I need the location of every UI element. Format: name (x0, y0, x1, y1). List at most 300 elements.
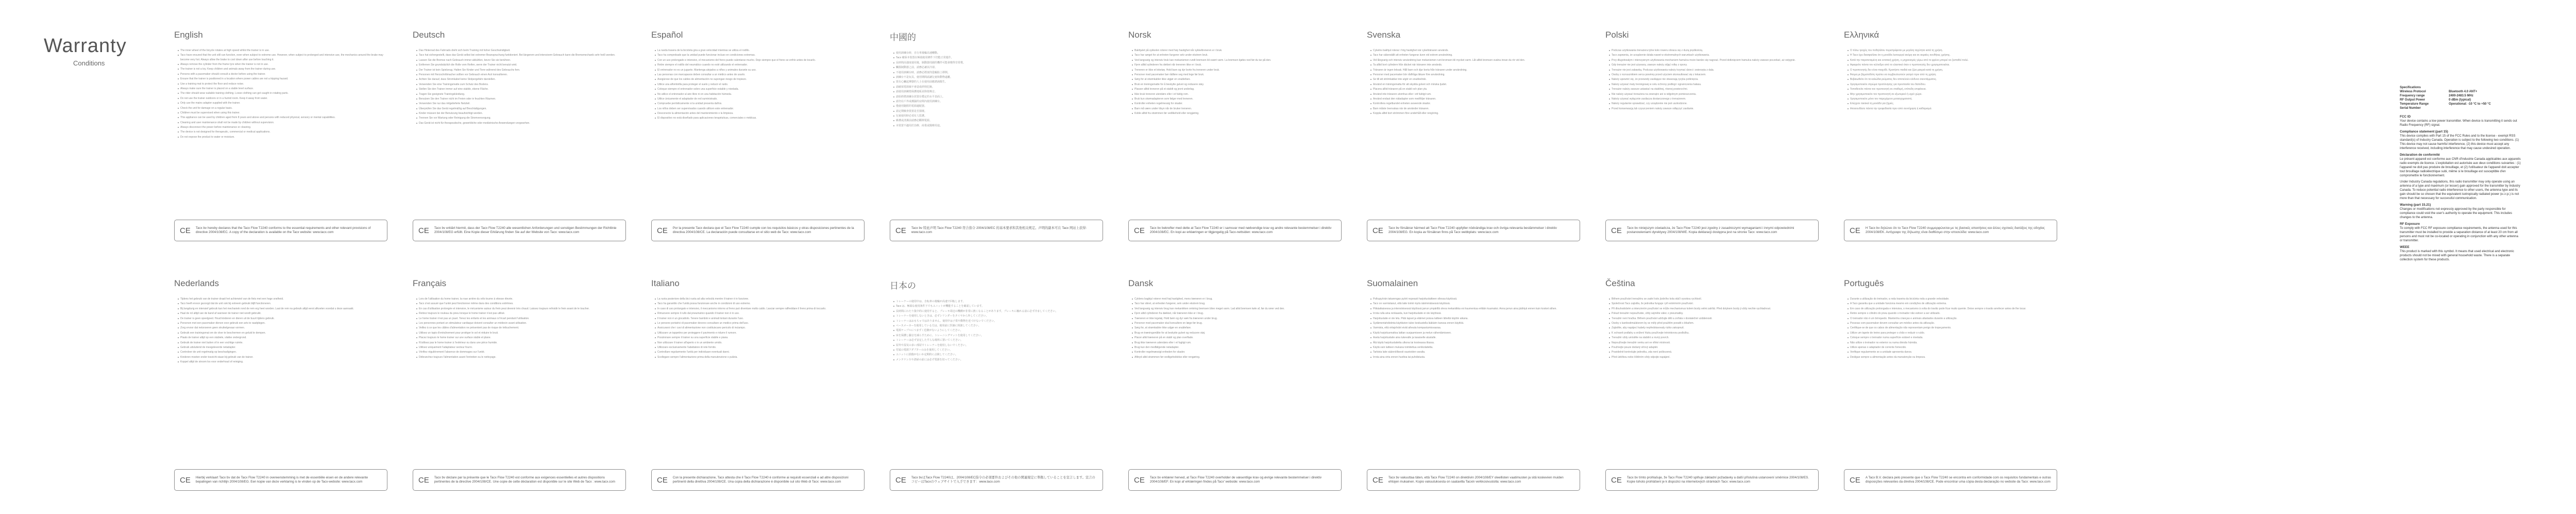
note-text: This product is marked with this symbol. It means that used electrical and electronic products should not be mixed with general household waste. There is a separate collection system for these products. (2400, 250, 2514, 261)
list-item: Der Trainer ist kein Spielzeug. Halten Sie Kinder und Tiere während des Gebrauchs fern. (416, 68, 627, 72)
language-section (890, 30, 1104, 215)
list-item: Treneren er ikke et leketøy. Hold barn og dyr borte fra treneren under bruk. (1132, 68, 1343, 72)
list-item: Χρησιμοποιείτε στρώμα προπόνησης για προστασία του δαπέδου. (1848, 82, 2058, 87)
list-item: Les personnes portant un stimulateur cardiaque doivent consulter un médecin avant utilisation. (416, 321, 627, 325)
list-item: Do not use the trainer outdoors or in a humid room. Keep it away from water. (178, 96, 388, 101)
list-item: Il trainer non è un giocattolo. Tenere bambini e animali lontani durante l'uso. (655, 317, 866, 321)
list-item: Gebruik uitsluitend de meegeleverde netadapter. (178, 345, 388, 350)
language-section (1367, 278, 1581, 465)
spec-row (2400, 106, 2534, 110)
list-item: Kontroller regelmæssigt enheden for skader. (1132, 350, 1343, 354)
list-item: Do not expose the product to water or moisture. (178, 135, 388, 139)
list-item: Tragen Sie geeignete Trainingskleidung. (416, 92, 627, 96)
list-item: Ensure that the trainer is positioned in a location where power cables are not a tripping hazard. (178, 77, 388, 81)
list-item: Trenažér není hračka. Během používání udržujte děti a zvířata v dostatečné vzdálenosti. (1609, 317, 1820, 321)
safety-list (1128, 48, 1343, 115)
note-text: Under Industry Canada regulations, this radio transmitter may only operate using an antenna of a type and maximum (or lesser) gain approved for the transmitter by Industry Canada. To reduce potential radio interference to other users, the antenna type and its gain should be so chosen that the equivalent isotropically radiated power (e.i.r.p.) is not more than that necessary for successful communication. (2400, 180, 2520, 200)
list-item: Irrota rulla aina renkaasta, kun harjoituslaite ei ole käytössä. (1370, 311, 1581, 316)
safety-list (1844, 48, 2058, 111)
list-item: トレーナーはおもちゃではありません。使用中は子供や動物を近づけないでください。 (893, 319, 1104, 323)
note-heading: FCC ID (2400, 115, 2411, 119)
list-item: Compruebe periódicamente si la unidad presenta daños. (655, 102, 866, 106)
language-section (413, 30, 627, 215)
list-item: Personen met een pacemaker dienen voor gebruik een arts te raadplegen. (178, 321, 388, 325)
cover-subtitle: Conditions (73, 59, 105, 67)
list-item: Aseta harjoituslaite aina tukevalle ja tasaiselle alustalle. (1370, 336, 1581, 340)
list-item: Le persone portatrici di pacemaker devono consultare un medico prima dell'uso. (655, 321, 866, 325)
language-section (1367, 30, 1581, 215)
list-item: Koppel altijd de stroom los voor onderhoud of reiniging. (178, 360, 388, 364)
list-item: Tacx 確保本裝置在極端使用條件下仍能正常運作。 (893, 56, 1104, 60)
list-item: Koble alltid fra strømmen før vedlikehold eller rengjøring. (1132, 111, 1343, 115)
note-text: Le présent appareil est conforme aux CNR d'Industrie Canada applicables aux appareils radio exempts de licence. L'exploitation est autorisée aux deux conditions suivantes : (1) l'appareil ne doit pas produire de brouillage, et (2) l'utilisateur de l'appareil doit accepter tout brouillage radioélectrique subi, même si le brouillage est susceptible d'en compromettre le fonctionnement. (2400, 158, 2521, 177)
list-item: Ta alltid bort cylindern från däcket när tränaren inte används. (1370, 63, 1581, 67)
ce-declaration-box (1367, 220, 1580, 241)
list-item: Scollegare sempre l'alimentazione prima della manutenzione o pulizia. (655, 355, 866, 359)
list-item: 電源ケーブルにつまずく危険がないようにしてください。 (893, 328, 1104, 333)
list-item: Achten Sie darauf, dass Stromkabel keine Stolpergefahr darstellen. (416, 77, 627, 81)
list-item: Non utilizzare il trainer all'aperto o in un ambiente umido. (655, 341, 866, 345)
list-item: 維護或清潔前請務必斷開電源。 (893, 119, 1104, 123)
list-item: Älä käytä harjoituslaitetta ulkona tai kosteassa tilassa. (1370, 341, 1581, 345)
list-item: Gebruik een trainingsmat om de vloer te beschermen en geluid te dempen. (178, 331, 388, 335)
list-item: Træneren er ikke legetøj. Hold børn og dyr væk fra træneren under brug. (1132, 317, 1343, 321)
list-item: Kontroller enheten regelmessig for skader. (1132, 102, 1343, 106)
list-item: Należy regularnie sprawdzać, czy urządzenie nie jest uszkodzone. (1609, 102, 1820, 106)
safety-list (1605, 48, 1820, 111)
list-item: Verwenden Sie nur das mitgelieferte Netzteil. (416, 102, 627, 106)
list-item: Tacx heeft ervoor gezorgd dat de unit ook bij extreem gebruik blijft functioneren. (178, 302, 388, 306)
ce-mark-icon: CE (895, 475, 906, 485)
list-item: 裝有心臟起搏器的人士在使用前應諮詢醫生。 (893, 80, 1104, 84)
ce-declaration-box (1367, 469, 1580, 491)
list-item: Κατά την παρατεταμένη και εντατική χρήση, ο μηχανισμός γύρω από το φρένο μπορεί να ζεσταθεί πολύ. (1848, 58, 2058, 62)
ce-mark-icon: CE (418, 226, 429, 235)
list-item: Não utilize o treinador no exterior ou numa divisão húmida. (1848, 341, 2058, 345)
regulatory-notes (2400, 114, 2521, 264)
spec-label: Frequency range (2400, 94, 2425, 97)
spec-row (2400, 90, 2534, 94)
list-item: Osoby z rozrusznikiem serca powinny przed użyciem skonsultować się z lekarzem. (1609, 73, 1820, 77)
list-item: Con un uso prolongado e intensivo, el mecanismo del freno puede calentarse mucho. Deje siempre que el freno se enfríe antes de tocarlo. (655, 58, 866, 62)
safety-list (1367, 297, 1581, 359)
ce-mark-icon: CE (1850, 475, 1860, 485)
ce-mark-icon: CE (1611, 226, 1622, 235)
list-item: Należy używać maty treningowej w celu ochrony podłogi i ograniczenia hałasu. (1609, 82, 1820, 87)
list-item: El dispositivo no está diseñado para aplicaciones terapéuticas, comerciales o médicas. (655, 116, 866, 120)
list-item: Cykelns bakhjul roterar i hög hastighet när cykeltränaren används. (1370, 48, 1581, 53)
ce-declaration-box (413, 469, 626, 491)
list-item: Only use the mains adapter supplied with the trainer. (178, 101, 388, 105)
section-heading: English (174, 30, 203, 40)
list-item: Pravidelně kontrolujte jednotku, zda není poškozená. (1609, 350, 1820, 354)
safety-list (1367, 48, 1581, 115)
list-item: Vérifiez régulièrement l'absence de dommages sur l'unité. (416, 350, 627, 354)
list-item: Fjern altid cylinderen fra dækket, når træneren ikke er i brug. (1132, 311, 1343, 316)
list-item: Μην χρησιμοποιείτε τον προπονητή σε εξωτερικό ή υγρό χώρο. (1848, 92, 2058, 96)
list-item: Personer med pacemaker bör rådfråga läkare före användning. (1370, 73, 1581, 77)
list-item: O treinador não é um brinquedo. Mantenha crianças e animais afastados durante a utilização. (1848, 317, 2058, 321)
list-item: Rimuovere sempre il rullo dal pneumatico quando il trainer non è in uso. (655, 311, 866, 316)
list-item: Tacx s'est assuré que l'unité peut fonctionner même dans des conditions extrêmes. (416, 302, 627, 306)
ce-declaration-text: Tacx bv tímto prohlašuje, že Tacx Flow T2240 splňuje základní požadavky a další příslušná ustanovení směrnice 2004/108/ES. Kopie tohoto prohlášení je k dispozici na internetových stránkách Tacx: www.tacx.com (1626, 475, 1809, 484)
list-item: Polkupyörän takarengas pyörii nopeasti harjoituslaitteen ollessa käytössä. (1370, 297, 1581, 301)
ce-mark-icon: CE (180, 226, 191, 235)
spec-row (2400, 98, 2534, 102)
list-item: 請使用訓練墊保護地板並降低噪音。 (893, 90, 1104, 94)
spec-label: Temperature Range (2400, 103, 2429, 106)
language-section (1844, 30, 2058, 215)
spec-value: Bluetooth 4.0 ANT+ (2449, 90, 2478, 93)
language-section (1605, 30, 1820, 215)
list-item: Utilizzare un tappetino per proteggere il pavimento e ridurre il rumore. (655, 331, 866, 335)
list-item: 屋外や湿気の多い部屋でトレーナーを使用しないでください。 (893, 343, 1104, 347)
list-item: Coloque siempre el entrenador sobre una superficie estable y nivelada. (655, 87, 866, 91)
list-item: Άτομα με βηματοδότη πρέπει να συμβουλευτούν γιατρό πριν από τη χρήση. (1848, 73, 2058, 77)
ce-mark-icon: CE (1372, 475, 1383, 485)
list-item: Persons with a pacemaker should consult a doctor before using the trainer. (178, 72, 388, 76)
safety-list (413, 297, 627, 359)
list-item: Bruk kun strømadapteren som følger med treneren. (1132, 97, 1343, 101)
cover-title: Warranty (44, 35, 127, 57)
ce-declaration-text: Hierbij verklaart Tacx bv dat de Tacx Flow T2240 in overeenstemming is met de essentiële eisen en de andere relevante bepalingen van richtlijn 2004/108/EG. Een kopie van deze verklaring is te vinden op de Tacx-website: www.tacx.com (195, 475, 368, 484)
safety-list (651, 48, 866, 121)
ce-declaration-box (1605, 220, 1819, 241)
list-item: 請始終將訓練台放置在穩定的水平表面上。 (893, 95, 1104, 99)
list-item: Gdy trenażer nie jest używany, zawsze należy zdjąć rolkę z opony. (1609, 63, 1820, 67)
note-heading: Déclaration de conformité (2400, 153, 2440, 157)
list-item: Gebruik de trainer niet buiten of in een vochtige ruimte. (178, 341, 388, 345)
list-item: Asegúrese de que los cables de alimentación no supongan riesgo de tropiezo. (655, 77, 866, 81)
list-item: Använd inte tränaren utomhus eller i ett fuktigt rum. (1370, 92, 1581, 96)
list-item: Αφαιρείτε πάντα τον κύλινδρο από το ελαστικό όταν ο προπονητής δεν χρησιμοποιείται. (1848, 63, 2058, 67)
list-item: Entfernen Sie grundsätzlich die Rolle vom Reifen, wenn der Trainer nicht benutzt wird. (416, 63, 627, 67)
list-item: The trainer is not a toy. Keep children and animals away from the trainer during use. (178, 67, 388, 71)
list-item: Débranchez toujours l'alimentation avant l'entretien ou le nettoyage. (416, 355, 627, 359)
list-item: Utilize apenas o adaptador de corrente fornecido. (1848, 345, 2058, 350)
list-item: Certifique-se de que os cabos de alimentação não representam perigo de tropeçamento. (1848, 326, 2058, 330)
list-item: Lassen Sie die Bremse nach Gebrauch immer abkühlen, bevor Sie sie berühren. (416, 58, 627, 62)
list-item: トレーナーは必ず安定した平らな場所に置いてください。 (893, 338, 1104, 342)
list-item: A Tacx garantiu que a unidade funciona mesmo em condições de utilização extrema. (1848, 302, 2058, 306)
note-text: This device complies with Part 15 of the FCC Rules and to the license - exempt RSS standard(s) of Industry Canada. Operation is subject to the following two conditions. (1) This device may not cause harmful interference, (2) this device must accept any interference received, including interference that may cause undesired operation. (2400, 135, 2519, 150)
list-item: Sørg for at strømkabler ikke utgjør en snublefare. (1132, 77, 1343, 81)
list-item: Nie należy używać trenażera na zewnątrz ani w wilgotnym pomieszczeniu. (1609, 92, 1820, 96)
list-item: Kinder müssen bei der Benutzung beaufsichtigt werden. (416, 111, 627, 115)
ce-mark-icon: CE (657, 226, 668, 235)
ce-declaration-box (1844, 220, 2057, 241)
list-item: Controleer de unit regelmatig op beschadigingen. (178, 350, 388, 354)
list-item: Před údržbou nebo čištěním vždy odpojte napájení. (1609, 355, 1820, 359)
safety-list (890, 51, 1104, 128)
list-item: Należy używać wyłącznie zasilacza dostarczonego z trenażerem. (1609, 97, 1820, 101)
list-item: Trenażer nie jest zabawką. Podczas użytkowania należy trzymać dzieci i zwierzęta z dala. (1609, 68, 1820, 72)
ce-declaration-box (174, 469, 387, 491)
list-item: Always make sure the trainer is placed on a stable level surface. (178, 87, 388, 91)
list-item: Zorg ervoor dat netsnoeren geen struikelgevaar vormen. (178, 326, 388, 330)
list-item: Le home trainer n'est pas un jouet. Tenez les enfants et les animaux à l'écart pendant l'utilisation. (416, 317, 627, 321)
list-item: Tacx har sikret, at enheden fungerer, selv under ekstrem brug. (1132, 302, 1343, 306)
list-item: Personer med pacemaker skal konsultere en læge før brug. (1132, 321, 1343, 325)
list-item: Podczas użytkowania trenażera tylne koło roweru obraca się z dużą prędkością. (1609, 48, 1820, 53)
section-heading: Svenska (1367, 30, 1401, 40)
list-item: Tränaren är ingen leksak. Håll barn och djur borta från tränaren under användning. (1370, 68, 1581, 72)
list-item: Varmista, että virtajohdot eivät aiheuta kompastumisvaaraa. (1370, 326, 1581, 330)
list-item: Sørg for, at strømkabler ikke udgør en snublefare. (1132, 326, 1343, 330)
list-item: Pokud trenažér nepoužíváte, vždy sejměte válec z pneumatiky. (1609, 311, 1820, 316)
list-item: Η Tacx έχει διασφαλίσει ότι η μονάδα λειτουργεί ακόμη και σε ακραίες συνθήκες χρήσης. (1848, 53, 2058, 57)
list-item: 請確保電源線不會造成絆倒危險。 (893, 85, 1104, 89)
list-item: Ο πίσω τροχός του ποδηλάτου περιστρέφεται με μεγάλη ταχύτητα κατά τη χρήση. (1848, 48, 2058, 53)
list-item: Använd endast den nätadapter som medföljer tränaren. (1370, 97, 1581, 101)
list-item: Tacx ha garantito che l'unità possa funzionare anche in condizioni di uso estremo. (655, 302, 866, 306)
ce-declaration-text: Tacx bv 特此声明 Tacx Flow T2240 符合指令 2004/108/EC 的基本要求和其他相关规定。声明的副本可在 Tacx 网站上获得：www.tacx.com (911, 226, 1089, 234)
section-heading: Deutsch (413, 30, 445, 40)
list-item: Tacx har säkerställt att enheten fungerar även vid extrem användning. (1370, 53, 1581, 57)
ce-declaration-text: Por la presente Tacx declara que el Tacx Flow T2240 cumple con los requisitos básicos y otras disposiciones pertinentes de la directiva 2004/108/CE. La declaración puede consultarse en el sitio web de Tacx: www.tacx.com (672, 226, 854, 234)
list-item: Utilizzare esclusivamente l'adattatore di rete fornito. (655, 345, 866, 350)
list-item: Assicurarsi che i cavi di alimentazione non costituiscano pericolo di inciampo. (655, 326, 866, 330)
section-heading: Ελληνικά (1844, 30, 1879, 40)
ce-declaration-text: Tacx bv vakuuttaa täten, että Tacx Flow T2240 on direktiivin 2004/108/EY oleellisten vaatimusten ja sitä koskevien muiden ehtojen mukainen. Kopio vakuutuksesta on saatavilla Tacxin verkkosivustolla: www.tacx.com (1388, 475, 1564, 484)
list-item: Veillez à ce que les câbles d'alimentation ne présentent pas de risque de trébuchement. (416, 326, 627, 330)
ce-declaration-text: Tacx bv niniejszym oświadcza, że Tacx Flow T2240 jest zgodny z zasadniczymi wymaganiami i innymi odpowiednimi postanowieniami dyrektywy 2004/108/WE. Kopia deklaracji dostępna jest na stronie Tacx: www.tacx.com (1626, 226, 1794, 234)
list-item: Χρησιμοποιείτε μόνο τον παρεχόμενο μετασχηματιστή. (1848, 97, 2058, 101)
ce-mark-icon: CE (1850, 226, 1860, 235)
spec-row (2400, 94, 2534, 98)
ce-declaration-box (1844, 469, 2057, 491)
list-item: La ruota posteriore della bici ruota ad alta velocità mentre il trainer è in funzione. (655, 297, 866, 301)
list-item: Ved langvarig og intensiv bruk kan mekanismen rundt bremsen bli svært varm. La bremsen kjøles ned før du tar på den. (1132, 58, 1343, 62)
note-text: To comply with FCC RF exposure compliance requirements, the antenna used for this transmitter must be installed to provide a separation distance of at least 20 cm from all persons and must not be co-located or operating in conjunction with any other antenna or transmitter. (2400, 227, 2518, 242)
language-section (651, 278, 866, 465)
ce-declaration-text: Tacx bv bekrefter med dette at Tacx Flow T2240 er i samsvar med nødvendige krav og andre relevante bestemmelser i direktiv 2004/108/EC. En kopi av erklæringen er tilgjengelig på Tacx-nettsiden: www.tacx.com (1149, 226, 1332, 234)
list-item: Stellen Sie den Trainer immer auf eine stabile, ebene Fläche. (416, 87, 627, 91)
ce-declaration-text: Tacx bv déclare par la présente que le Tacx Flow T2240 est conforme aux exigences essentielles et autres dispositions pertinentes de la directive 2004/108/CE. Une copie de cette déclaration est disponible sur le site Web de Tacx : www.tacx.com (434, 475, 616, 484)
ce-declaration-box (651, 469, 865, 491)
list-item: Ο προπονητής δεν είναι παιχνίδι. Κρατήστε παιδιά και ζώα μακριά κατά τη χρήση. (1848, 68, 2058, 72)
section-heading: 日本の (890, 281, 916, 291)
safety-list (1844, 297, 2058, 359)
section-heading: Español (651, 30, 683, 40)
list-item: Během používání trenažéru se zadní kolo jízdního kola otáčí vysokou rychlostí. (1609, 297, 1820, 301)
list-item: 請勿在戶外或潮濕的房間內使用訓練台。 (893, 100, 1104, 104)
list-item: Placera alltid tränaren på en stabil och plan yta. (1370, 87, 1581, 91)
list-item: Controllare regolarmente l'unità per individuare eventuali danni. (655, 350, 866, 354)
note-text: Changes or modifications not expressly approved by the party responsible for compliance could void the user's authority to operate the equipment. This includes changes to the antenna. (2400, 208, 2512, 219)
list-item: ユニットに損傷がないか定期的に点検してください。 (893, 353, 1104, 357)
safety-list (890, 300, 1104, 362)
list-item: Trenažér vždy umístěte na stabilní a rovný povrch. (1609, 336, 1820, 340)
list-item: Brug kun den medfølgende netadapter. (1132, 345, 1343, 350)
list-item: Osoby s kardiostimulátorem by se měly před použitím poradit s lékařem. (1609, 321, 1820, 325)
section-heading: Polski (1605, 30, 1629, 40)
section-heading: Norsk (1128, 30, 1151, 40)
list-item: Verwenden Sie eine Trainingsmatte zum Schutz des Bodens. (416, 82, 627, 87)
ce-mark-icon: CE (657, 475, 668, 485)
list-item: Always remove the cylinder from the frame tyre when the trainer is not in use. (178, 62, 388, 67)
list-item: Fjern alltid sylinderen fra dekket når treneren ikke er i bruk. (1132, 63, 1343, 67)
list-item: Utilice una alfombrilla para proteger el suelo y reducir el ruido. (655, 82, 866, 87)
list-item: La rueda trasera de la bicicleta gira a gran velocidad mientras se utiliza el rodillo. (655, 48, 866, 53)
list-item: Bij langdurig en intensief gebruik kan het mechaniek rond de rem erg heet worden. Laat de rem na gebruik altijd eerst afkoelen voordat u deze aanraakt. (178, 307, 388, 311)
language-section (413, 278, 627, 465)
list-item: Use a training mat to protect the floor and reduce noise. (178, 82, 388, 86)
ce-declaration-text: Tacx bv hereby declares that the Tacx Flow T2240 conforms to the essential requirements and other relevant provisions of directive 2004/108/EC. A copy of the declaration is available on the Tacx website: www.tacx.com (195, 226, 371, 234)
list-item: Barn må være under tilsyn når de bruker treneren. (1132, 107, 1343, 111)
list-item: In caso di uso prolungato e intensivo, il meccanismo intorno al freno può diventare molto caldo. Lasciar sempre raffreddare il freno prima di toccarlo. (655, 307, 866, 311)
list-item: Placez toujours le home trainer sur une surface stable et plane. (416, 336, 627, 340)
ce-mark-icon: CE (1372, 226, 1383, 235)
list-item: Τοποθετείτε πάντα τον προπονητή σε σταθερή, επίπεδη επιφάνεια. (1848, 87, 2058, 91)
spec-value: 0 dBm (typical) (2449, 98, 2471, 102)
list-item: 付属の電源アダプターのみを使用してください。 (893, 348, 1104, 352)
list-item: Należy upewnić się, że przewody zasilające nie stwarzają ryzyka potknięcia. (1609, 77, 1820, 81)
ce-declaration-text: A Tacx B.V. declara pelo presente que o Tacx Flow T2240 se encontra em conformidade com os requisitos fundamentais e outras disposições relevantes da diretiva 2004/108/CE. Pode encontrar uma cópia desta declaração no website da Tacx: www.tacx.com (1865, 475, 2052, 484)
spec-label: Serial Number (2400, 107, 2421, 110)
list-item: Käytä harjoitusmattoa lattian suojaamiseen ja melun vähentämiseen. (1370, 331, 1581, 335)
safety-list (651, 297, 866, 359)
note-heading: RF Exposure (2400, 222, 2420, 226)
list-item: Cyklens baghjul roterer med høj hastighed, mens træneren er i brug. (1132, 297, 1343, 301)
language-section (1844, 278, 2058, 465)
section-heading: Čeština (1605, 278, 1635, 288)
list-item: Irrota aina virta ennen huoltoa tai puhdistusta. (1370, 355, 1581, 359)
ce-declaration-box (1605, 469, 1819, 491)
list-item: メンテナンスや清掃の前には必ず電源を切ってください。 (893, 358, 1104, 362)
language-section (651, 30, 866, 215)
list-item: Retirez toujours le rouleau du pneu lorsque le home trainer n'est pas utilisé. (416, 311, 627, 316)
ce-declaration-box (413, 220, 626, 241)
safety-list (1128, 297, 1343, 359)
list-item: Se till att strömkablar inte utgör en snubbelrisk. (1370, 77, 1581, 81)
list-item: Bakhjulet på sykkelen roterer med høy hastighet når sykkeltreneren er i bruk. (1132, 48, 1343, 53)
list-item: No utilice el entrenador al aire libre ni en una habitación húmeda. (655, 92, 866, 96)
list-item: Tacx har sørget for at enheten fungerer selv under ekstrem bruk. (1132, 53, 1343, 57)
list-item: Plasser alltid treneren på et stabilt og jevnt underlag. (1132, 87, 1343, 91)
list-item: Cleaning and user maintenance shall not be made by children without supervision. (178, 121, 388, 125)
list-item: トレーナーの使用中は、自転車の後輪が高速で回転します。 (893, 300, 1104, 304)
list-item: Bruk en treningsmatte for å beskytte gulvet og redusere støy. (1132, 82, 1343, 87)
section-heading: Dansk (1128, 278, 1154, 288)
list-item: Αποσυνδέετε πάντα την τροφοδοσία πριν από συντήρηση ή καθαρισμό. (1848, 107, 2058, 111)
list-item: Använd en träningsmatta för att skydda golvet och minska ljudet. (1370, 82, 1581, 87)
list-item: Utilize um tapete de treino para proteger o chão e reduzir o ruído. (1848, 331, 2058, 335)
list-item: Posizionare sempre il trainer su una superficie stabile e piana. (655, 336, 866, 340)
list-item: This appliance can be used by children aged from 8 years and above and persons with reduced physical, sensory or mental capabilities. (178, 115, 388, 120)
section-heading: Suomalainen (1367, 278, 1418, 288)
list-item: Tacx hat sichergestellt, dass das Gerät selbst bei extremer Beanspruchung funktioniert. Bei längerem und intensivem Gebrauch kann die Bremsmechanik sehr heiß werden. (416, 53, 627, 57)
list-item: N'utilisez pas le home trainer à l'extérieur ou dans une pièce humide. (416, 341, 627, 345)
list-item: Plaats de trainer altijd op een stabiele, vlakke ondergrond. (178, 336, 388, 340)
list-item: ペースメーカーを使用している方は、使用前に医師に相談してください。 (893, 324, 1104, 328)
list-item: De trainer is geen speelgoed. Houd kinderen en dieren uit de buurt tijdens gebruik. (178, 317, 388, 321)
section-heading: Français (413, 278, 447, 288)
cover-panel (0, 0, 155, 514)
list-item: El entrenador no es un juguete. Mantenga alejados a niños y animales durante su uso. (655, 68, 866, 72)
list-item: Ved langvarig og intensiv brug kan mekanikken omkring bremsen blive meget varm. Lad altid bremsen køle af, før du rører ved den. (1132, 307, 1343, 311)
section-heading: Nederlands (174, 278, 219, 288)
list-item: The rider should wear suitable training clothing. Loose clothing can get caught in rotating parts. (178, 91, 388, 95)
language-section (1128, 278, 1343, 465)
ce-mark-icon: CE (895, 226, 906, 235)
list-item: Przy długotrwałym i intensywnym użytkowaniu mechanizm hamulca może bardzo się nagrzać. Przed dotknięciem hamulca należy zawsze poczekać, aż ostygnie. (1609, 58, 1820, 62)
ce-mark-icon: CE (180, 475, 191, 485)
ce-declaration-box (890, 469, 1103, 491)
section-heading: Italiano (651, 278, 680, 288)
list-item: Las personas con marcapasos deben consultar a un médico antes de usarlo. (655, 73, 866, 77)
list-item: Trennen Sie vor Wartung oder Reinigung die Stromversorgung. (416, 116, 627, 120)
list-item: Koppla alltid bort strömmen före underhåll eller rengöring. (1370, 111, 1581, 115)
list-item: Tarkista laite säännöllisesti vaurioiden varalta. (1370, 350, 1581, 354)
list-item: Brug ikke træneren udendørs eller i et fugtigt rum. (1132, 341, 1343, 345)
list-item: Überprüfen Sie das Gerät regelmäßig auf Beschädigungen. (416, 107, 627, 111)
list-item: Verifique regularmente se a unidade apresenta danos. (1848, 350, 2058, 354)
list-item: 觸摸制動器之前，請務必讓其冷卻。 (893, 65, 1104, 70)
list-item: Kinderen moeten onder toezicht staan bij gebruik van de trainer. (178, 355, 388, 359)
list-item: Pitkäaikaisessa ja intensiivisessä käytössä jarrun ympärillä oleva mekaniikka voi kuumentua erittäin kuumaksi. Anna jarrun aina jäähtyä ennen kuin kosket siihen. (1370, 307, 1581, 311)
note-heading: Compliance statement (part 15) (2400, 130, 2448, 134)
list-item: Käytä vain laitteen mukana toimitettua verkkolaitetta. (1370, 345, 1581, 350)
list-item: Tacx on varmistanut, että laite toimii myös äärimmäisessä käytössä. (1370, 302, 1581, 306)
language-section (174, 278, 388, 465)
spec-label: RF Output Power (2400, 98, 2425, 102)
language-section (1128, 30, 1343, 215)
language-section (1605, 278, 1820, 465)
list-item: Personer med pacemaker bør rådføre seg med lege før bruk. (1132, 73, 1343, 77)
ce-mark-icon: CE (418, 475, 429, 485)
ce-declaration-box (174, 220, 387, 241)
list-item: Los niños deben ser supervisados cuando utilicen este entrenador. (655, 107, 866, 111)
list-item: Kontrollera regelbundet enheten avseende skador. (1370, 102, 1581, 106)
list-item: Βεβαιωθείτε ότι τα καλώδια ρεύματος δεν αποτελούν κίνδυνο σκοντάμματος. (1848, 77, 2058, 81)
list-item: Utilisez uniquement l'adaptateur secteur fourni. (416, 345, 627, 350)
ce-declaration-text: Tacx bv erklærer herved, at Tacx Flow T2240 overholder de væsentlige krav og øvrige relevante bestemmelser i direktiv 2004/108/EF. En kopi af erklæringen findes på Tacx' webside: www.tacx.com (1149, 475, 1322, 484)
list-item: Pessoas com pacemaker devem consultar um médico antes da utilização. (1848, 321, 2058, 325)
list-item: Tijdens het gebruik van de trainer draait het achterwiel van de fiets met een hoge snelheid. (178, 297, 388, 301)
ce-declaration-box (1128, 220, 1342, 241)
list-item: Desligue sempre a alimentação antes da manutenção ou limpeza. (1848, 355, 2058, 359)
list-item: Lors de l'utilisation du home trainer, la roue arrière du vélo tourne à vitesse élevée. (416, 297, 627, 301)
ce-mark-icon: CE (1611, 475, 1622, 485)
list-item: Ikke bruk treneren utendørs eller i et fuktig rom. (1132, 92, 1343, 96)
list-item: Tacx zapewnia, że urządzenie działa nawet w ekstremalnych warunkach użytkowania. (1609, 53, 1820, 57)
section-heading: Português (1844, 278, 1884, 288)
list-item: 不使用訓練台時，請務必將滾筒從輪胎上移開。 (893, 71, 1104, 75)
ce-declaration-text: Tacx bv försäkrar härmed att Tacx Flow T2240 uppfyller nödvändiga krav och övriga relevanta bestämmelser i direktiv 2004/108/EG. En kopia av försäkran finns på Tacx webbplats: www.tacx.com (1388, 226, 1557, 234)
list-item: Utilice únicamente el adaptador de red suministrado. (655, 97, 866, 101)
list-item: Personen mit Herzschrittmacher sollten vor Gebrauch einen Arzt konsultieren. (416, 73, 627, 77)
ce-mark-icon: CE (1134, 226, 1145, 235)
list-item: Sydämentahdistinta käyttävien tulee keskustella lääkärin kanssa ennen käyttöä. (1370, 321, 1581, 325)
note-heading: WEEE (2400, 245, 2410, 249)
list-item: Tacx ha comprobado que la unidad puede funcionar incluso en condiciones extremas. (655, 53, 866, 57)
list-item: Coloque sempre o treinador numa superfície estável e nivelada. (1848, 336, 2058, 340)
list-item: The device is not designed for therapeutic, commercial or medical applications. (178, 130, 388, 134)
list-item: Nepoužívejte trenažér venku ani ve vlhké místnosti. (1609, 341, 1820, 345)
safety-list (174, 48, 388, 139)
list-item: Przed konserwacją lub czyszczeniem należy zawsze odłączyć zasilanie. (1609, 107, 1820, 111)
language-section (174, 30, 388, 215)
list-item: Retire sempre o cilindro do pneu quando o treinador não estiver a ser utilizado. (1848, 311, 2058, 316)
ce-declaration-box (651, 220, 865, 241)
list-item: Afbryd altid strømmen før vedligeholdelse eller rengøring. (1132, 355, 1343, 359)
list-item: Check the unit for damage on a regular basis. (178, 106, 388, 110)
list-item: Ελέγχετε τακτικά τη μονάδα για ζημιές. (1848, 102, 2058, 106)
list-item: K ochraně podlahy a snížení hluku používejte tréninkovou podložku. (1609, 331, 1820, 335)
list-item: Společnost Tacx zajistila, že jednotka funguje i při extrémním používání. (1609, 302, 1820, 306)
list-item: Vid långvarig och intensiv användning kan mekanismen runt bromsen bli mycket varm. Låt alltid bromsen svalna innan du rör vid den. (1370, 58, 1581, 62)
